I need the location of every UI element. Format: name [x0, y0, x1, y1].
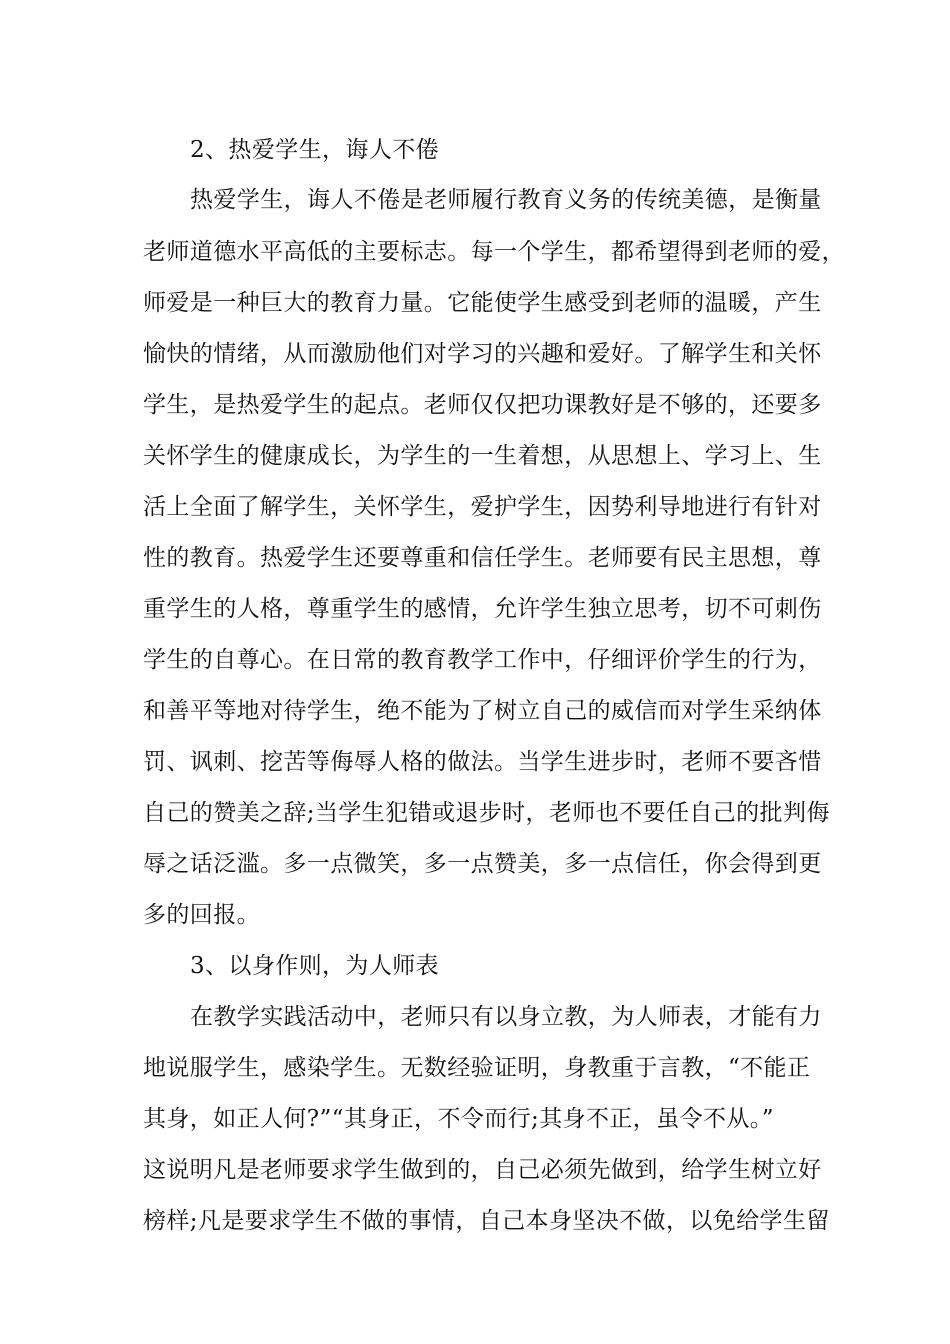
paragraph-line: 老师道德水平高低的主要标志。每一个学生，都希望得到老师的爱， [143, 239, 845, 265]
paragraph-line: 愉快的情绪，从而激励他们对学习的兴趣和爱好。了解学生和关怀 [143, 341, 822, 367]
section-heading-2: 2、热爱学生，诲人不倦 [190, 137, 440, 163]
paragraph-line: 活上全面了解学生，关怀学生，爱护学生，因势利导地进行有针对 [143, 494, 822, 520]
paragraph-line: 这说明凡是老师要求学生做到的，自己必须先做到，给学生树立好 [143, 1157, 822, 1183]
paragraph-line: 学生的自尊心。在日常的教育教学工作中，仔细评价学生的行为， [143, 647, 822, 673]
section-heading-3: 3、以身作则，为人师表 [190, 953, 440, 979]
paragraph-line: 其身，如正人何?”“其身正，不令而行;其身不正，虽令不从。” [143, 1106, 774, 1132]
paragraph-line: 在教学实践活动中，老师只有以身立教，为人师表，才能有力 [190, 1004, 822, 1030]
paragraph-line: 和善平等地对待学生，绝不能为了树立自己的威信而对学生采纳体 [143, 698, 822, 724]
paragraph-line: 关怀学生的健康成长，为学生的一生着想，从思想上、学习上、生 [143, 443, 822, 469]
paragraph-line: 重学生的人格，尊重学生的感情，允许学生独立思考，切不可刺伤 [143, 596, 822, 622]
paragraph-line: 热爱学生，诲人不倦是老师履行教育义务的传统美德，是衡量 [190, 187, 822, 213]
paragraph-line: 地说服学生，感染学生。无数经验证明，身教重于言教，“不能正 [143, 1055, 811, 1081]
paragraph-line: 辱之话泛滥。多一点微笑，多一点赞美，多一点信任，你会得到更 [143, 851, 822, 877]
paragraph-line: 罚、讽刺、挖苦等侮辱人格的做法。当学生进步时，老师不要吝惜 [143, 749, 822, 775]
paragraph-line: 榜样;凡是要求学生不做的事情，自己本身坚决不做，以免给学生留 [143, 1208, 830, 1234]
paragraph-line: 性的教育。热爱学生还要尊重和信任学生。老师要有民主思想，尊 [143, 545, 822, 571]
paragraph-line: 自己的赞美之辞;当学生犯错或退步时，老师也不要任自己的批判侮 [143, 800, 830, 826]
paragraph-line: 师爱是一种巨大的教育力量。它能使学生感受到老师的温暖，产生 [143, 290, 822, 316]
paragraph-line: 多的回报。 [143, 902, 260, 928]
paragraph-line: 学生，是热爱学生的起点。老师仅仅把功课教好是不够的，还要多 [143, 392, 822, 418]
